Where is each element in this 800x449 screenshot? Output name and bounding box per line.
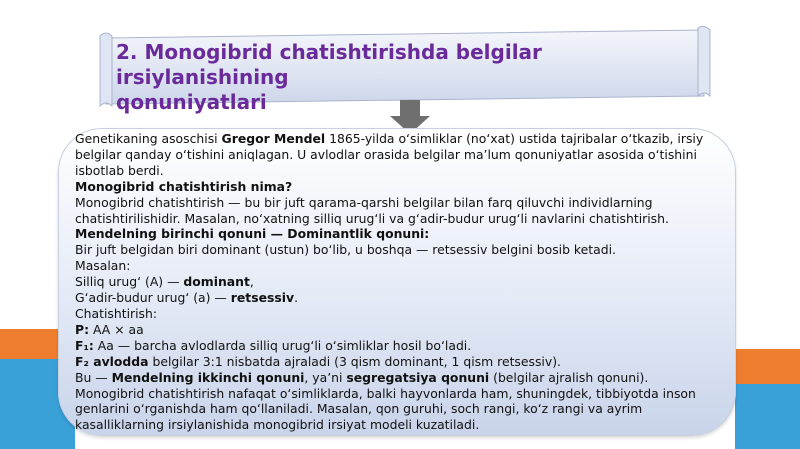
scientist-name: Gregor Mendel xyxy=(221,131,326,146)
closing-paragraph: Monogibrid chatishtirish nafaqat o‘simliklarda, balki hayvonlarda ham, shuningdek, tibbiyotda inson genlarini o‘rganishda ham qo‘llaniladi. Masalan, qon guruhi, soch rangi, ko‘z rangi va ayrim kasalliklarning irsiylanishida monogibrid irsiyat modeli kuzatiladi. xyxy=(75,385,696,433)
cross-f1-line: F₁: Aa — barcha avlodlarda silliq urug‘li o‘simliklar hosil bo‘ladi. xyxy=(75,337,472,353)
question-paragraph: Monogibrid chatishtirish — bu bir juft qarama-qarshi belgilar bilan farq qiluvchi individlarning chatishtirilishidir. Masalan, no‘xatning silliq urug‘li va g‘adir-budur urug‘li navlarini chatishtirish. xyxy=(75,194,669,226)
law-paragraph: Bir juft belgidan biri dominant (ustun) bo‘lib, u boshqa — retsessiv belgini bosib ketadi. xyxy=(75,242,616,258)
example-line-2: G‘adir-budur urug‘ (a) — retsessiv. xyxy=(75,290,299,306)
law-heading: Mendelning birinchi qonuni — Dominantlik qonuni: xyxy=(75,226,430,242)
title-banner xyxy=(98,26,712,114)
question-heading: Monogibrid chatishtirish nima? xyxy=(75,178,293,194)
orange-corner-shape-right xyxy=(735,349,800,449)
blue-corner-shape-right xyxy=(735,384,800,449)
example-label: Masalan: xyxy=(75,258,131,274)
title-line-1: 2. Monogibrid chatishtirishda belgilar irsiylanishining xyxy=(116,40,542,89)
cross-parent-line: P: AA × aa xyxy=(75,321,144,337)
content-body xyxy=(75,131,735,433)
title-line-2: qonuniyatlari xyxy=(116,90,267,114)
cross-label: Chatishtirish: xyxy=(75,305,158,321)
intro-paragraph: Genetikaning asoschisi Gregor Mendel 1865-yilda o‘simliklar (no‘xat) ustida tajribalar o‘tkazib, irsiy belgilar qanday o‘tishini aniqlagan. U avlodlar orasida belgilar ma’lum qonuniyatlar asosida o‘tishini isbotlab berdi. xyxy=(75,131,704,178)
example-line-1: Silliq urug‘ (A) — dominant, xyxy=(75,274,254,290)
second-law-line: Bu — Mendelning ikkinchi qonuni, ya’ni segregatsiya qonuni (belgilar ajralish qonuni). xyxy=(75,369,649,385)
cross-f2-line: F₂ avlodda belgilar 3:1 nisbatda ajraladi (3 qism dominant, 1 qism retsessiv). xyxy=(75,353,561,369)
